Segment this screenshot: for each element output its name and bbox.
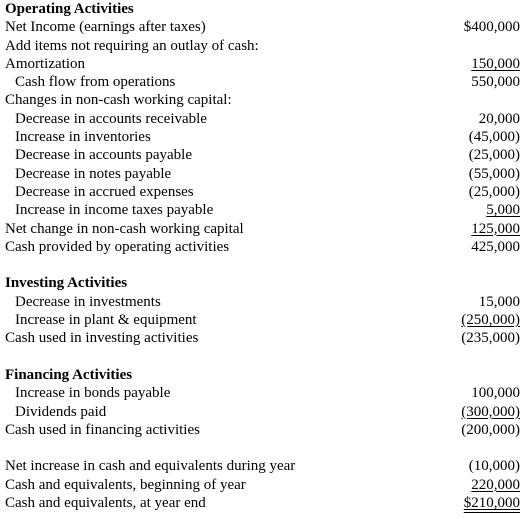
working-capital-row	[5, 165, 520, 183]
financing-total-amount: (200,000)	[461, 421, 520, 438]
investing-total-row	[5, 329, 520, 347]
investing-item-amount: 15,000	[478, 293, 520, 310]
working-capital-label: Decrease in accounts receivable	[15, 110, 207, 127]
net-increase-amount: (10,000)	[468, 458, 520, 475]
investing-heading: Investing Activities	[5, 275, 128, 292]
working-capital-label: Decrease in notes payable	[15, 165, 172, 182]
financing-total-row	[5, 421, 520, 439]
net-increase-label: Net increase in cash and equivalents during year	[5, 458, 296, 475]
investing-item-label: Decrease in investments	[15, 293, 161, 310]
working-capital-amount: (25,000)	[468, 183, 520, 200]
financing-heading: Financing Activities	[5, 366, 133, 383]
add-items-label: Add items not requiring an outlay of cash:	[5, 37, 259, 54]
net-change-amount: 125,000	[471, 220, 520, 237]
working-capital-row	[5, 146, 520, 164]
beginning-cash-row	[5, 476, 520, 494]
ending-cash-label: Cash and equivalents, at year end	[5, 495, 206, 512]
working-capital-row	[5, 128, 520, 146]
section-spacer	[5, 256, 520, 274]
financing-item-label: Increase in bonds payable	[15, 385, 171, 402]
investing-heading-row	[5, 274, 520, 292]
financing-item-amount: (300,000)	[461, 403, 520, 420]
working-capital-amount: (45,000)	[468, 129, 520, 146]
financing-item-amount: 100,000	[471, 385, 520, 402]
net-income-label: Net Income (earnings after taxes)	[5, 19, 206, 36]
cash-flow-statement	[5, 0, 520, 512]
working-capital-amount: (25,000)	[468, 147, 520, 164]
cash-provided-amount: 425,000	[471, 238, 520, 255]
investing-total-label: Cash used in investing activities	[5, 330, 199, 347]
working-capital-row	[5, 110, 520, 128]
cash-provided-label: Cash provided by operating activities	[5, 238, 230, 255]
working-capital-label: Increase in inventories	[15, 129, 151, 146]
working-capital-row	[5, 183, 520, 201]
net-change-row	[5, 220, 520, 238]
financing-item-row	[5, 403, 520, 421]
investing-item-label: Increase in plant & equipment	[15, 312, 197, 329]
operating-heading: Operating Activities	[5, 1, 134, 17]
changes-header-row	[5, 91, 520, 109]
investing-item-amount: (250,000)	[461, 312, 520, 329]
working-capital-label: Increase in income taxes payable	[15, 202, 214, 219]
cash-flow-ops-label: Cash flow from operations	[15, 74, 176, 91]
financing-item-label: Dividends paid	[15, 403, 107, 420]
investing-item-row	[5, 311, 520, 329]
working-capital-amount: 5,000	[486, 202, 520, 219]
beginning-cash-label: Cash and equivalents, beginning of year	[5, 476, 246, 493]
working-capital-row	[5, 201, 520, 219]
net-change-label: Net change in non-cash working capital	[5, 220, 244, 237]
amortization-label: Amortization	[5, 55, 85, 72]
ending-cash-amount: $210,000	[463, 495, 520, 512]
amortization-row	[5, 55, 520, 73]
financing-item-row	[5, 384, 520, 402]
cash-flow-ops-row	[5, 73, 520, 91]
working-capital-label: Decrease in accrued expenses	[15, 183, 194, 200]
section-spacer	[5, 348, 520, 366]
beginning-cash-amount: 220,000	[471, 476, 520, 493]
cash-provided-row	[5, 238, 520, 256]
section-spacer	[5, 439, 520, 457]
financing-total-label: Cash used in financing activities	[5, 421, 200, 438]
working-capital-label: Decrease in accounts payable	[15, 147, 192, 164]
add-items-row	[5, 37, 520, 55]
amortization-amount: 150,000	[471, 55, 520, 72]
changes-header-label: Changes in non-cash working capital:	[5, 92, 232, 109]
net-income-amount: $400,000	[463, 19, 520, 36]
net-increase-row	[5, 457, 520, 475]
investing-total-amount: (235,000)	[461, 330, 520, 347]
financing-heading-row	[5, 366, 520, 384]
cash-flow-ops-amount: 550,000	[471, 74, 520, 91]
ending-cash-row	[5, 494, 520, 512]
investing-item-row	[5, 293, 520, 311]
working-capital-amount: 20,000	[478, 110, 520, 127]
net-income-row	[5, 18, 520, 36]
operating-heading-row	[5, 0, 520, 18]
working-capital-amount: (55,000)	[468, 165, 520, 182]
